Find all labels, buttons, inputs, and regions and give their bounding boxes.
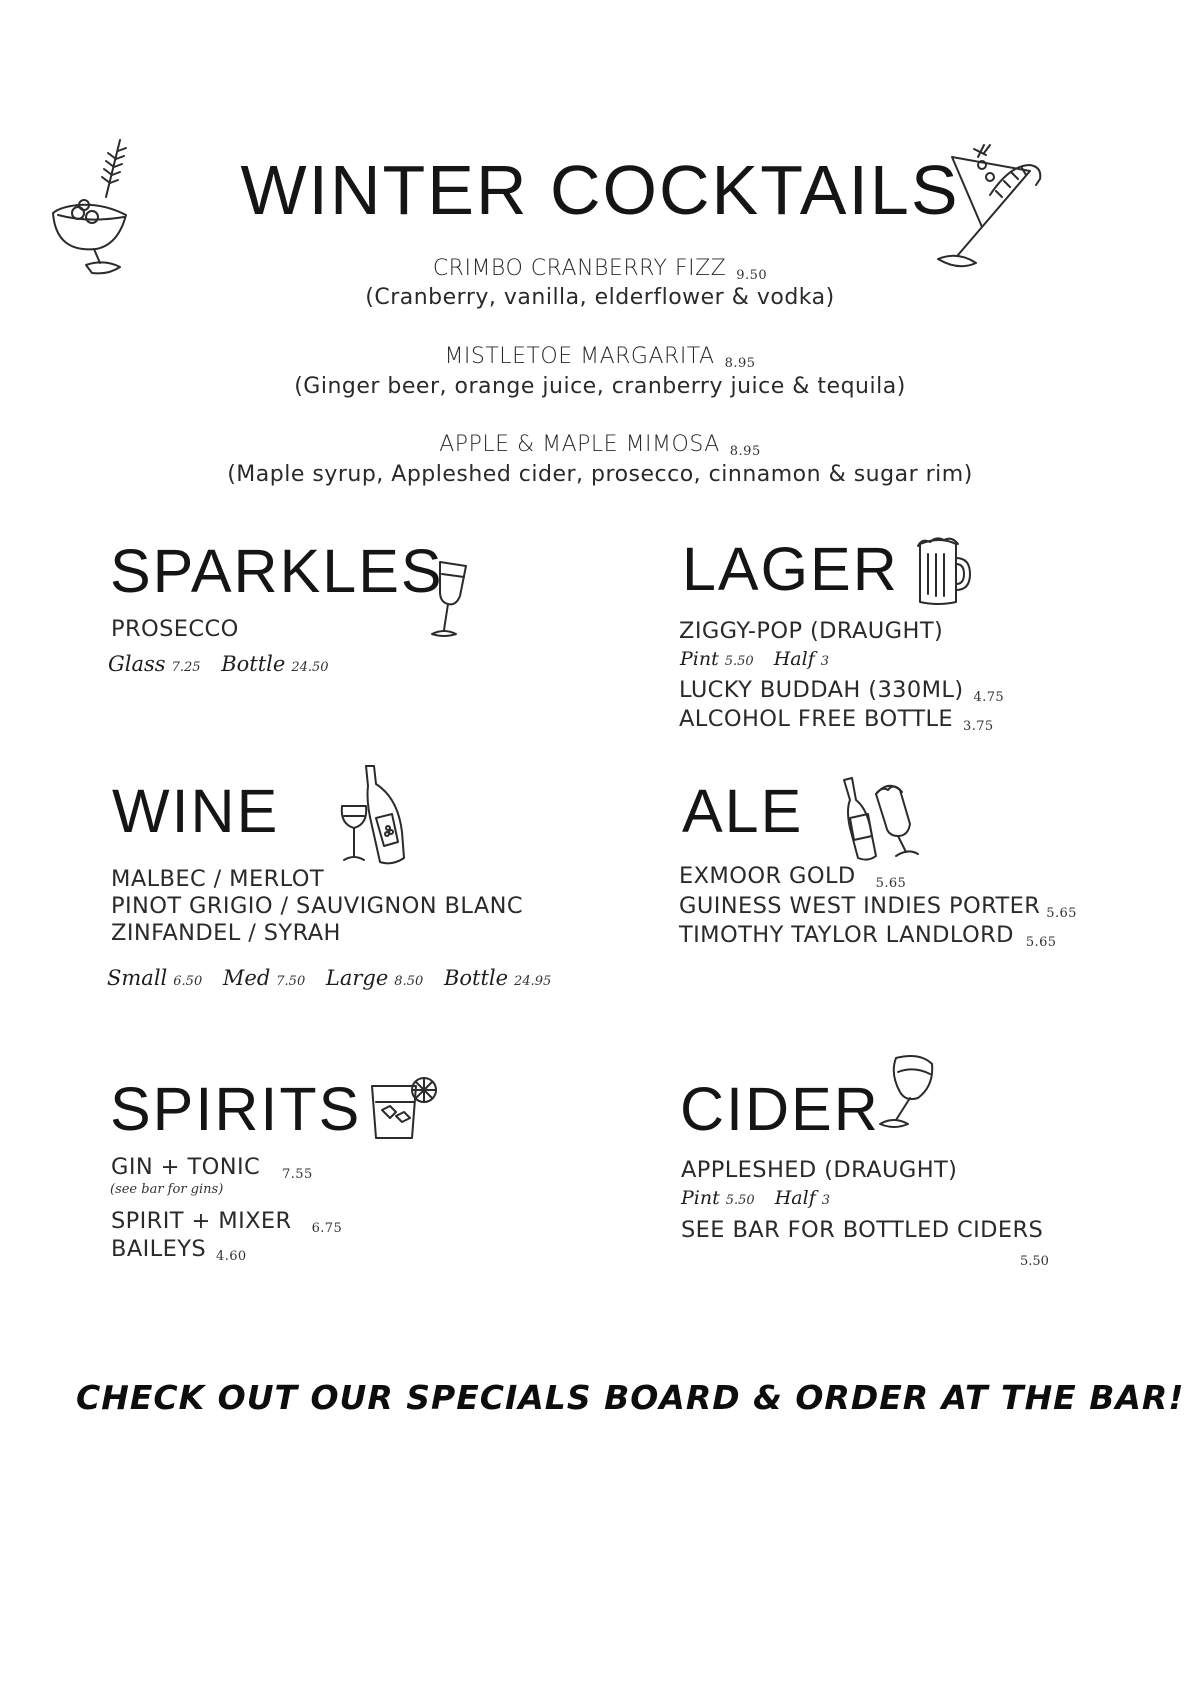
cider-heading: CIDER	[680, 1075, 880, 1143]
gin-price: 7.55	[282, 1167, 313, 1182]
cider-bottled-price: 5.50	[1020, 1254, 1049, 1269]
cocktail-1	[0, 256, 1200, 281]
lager-item-1-price: 4.75	[973, 690, 1005, 705]
ale-item-2	[679, 893, 1077, 919]
cider-draught: APPLESHED (DRAUGHT)	[681, 1157, 958, 1183]
lager-item-2	[679, 706, 994, 732]
med-label: Med	[222, 966, 271, 990]
cider-half-label: Half	[774, 1187, 816, 1209]
wine-heading: WINE	[112, 777, 280, 845]
wine-bottle-label: Bottle	[443, 966, 509, 990]
pint-price: 5.50	[724, 654, 754, 669]
bottle-label: Bottle	[221, 652, 286, 676]
cider-bottled: SEE BAR FOR BOTTLED CIDERS	[681, 1217, 1044, 1243]
wine-item-2: PINOT GRIGIO / SAUVIGNON BLANC	[111, 893, 523, 919]
baileys-price: 4.60	[216, 1249, 247, 1264]
half-price: 3	[820, 654, 830, 669]
mixer-price: 6.75	[311, 1221, 343, 1236]
cider-half-price: 3	[821, 1193, 831, 1208]
large-label: Large	[325, 966, 389, 990]
glass-label: Glass	[108, 652, 166, 676]
ale-item-2-price: 5.65	[1046, 906, 1077, 921]
cocktail-2-desc: (Ginger beer, orange juice, cranberry juice & tequila)	[294, 374, 906, 399]
ale-item-3-price: 5.65	[1025, 935, 1057, 950]
cocktail-2-name: MISTLETOE MARGARITA	[444, 344, 715, 369]
ale-item-2-name: GUINESS WEST INDIES PORTER	[679, 893, 1041, 919]
lager-heading: LAGER	[682, 535, 899, 603]
wine-bottle-price: 24.95	[514, 974, 552, 989]
wine-bottle-glass-icon	[336, 762, 412, 870]
page-title: WINTER COCKTAILS	[240, 151, 960, 229]
small-price: 6.50	[173, 974, 203, 989]
ale-item-1-price: 5.65	[875, 876, 907, 891]
med-price: 7.50	[276, 974, 306, 989]
beer-mug-icon	[912, 536, 974, 608]
wine-item-1: MALBEC / MERLOT	[111, 866, 325, 892]
cocktail-2-price: 8.95	[724, 356, 756, 371]
cider-pint-label: Pint	[681, 1187, 720, 1209]
cocktail-3-price: 8.95	[729, 444, 761, 459]
spirits-mixer	[111, 1208, 342, 1234]
lager-item-1-name: LUCKY BUDDAH (330ML)	[679, 677, 964, 703]
half-label: Half	[773, 648, 815, 670]
beer-bottle-glass-icon	[836, 770, 922, 866]
cocktail-3-desc: (Maple syrup, Appleshed cider, prosecco, cinnamon & sugar rim)	[227, 462, 973, 487]
ale-item-1	[679, 863, 906, 889]
large-price: 8.50	[394, 974, 424, 989]
gin-name: GIN + TONIC	[111, 1154, 261, 1180]
sparkles-prices	[108, 652, 343, 676]
ale-heading: ALE	[682, 777, 804, 845]
lager-item-2-name: ALCOHOL FREE BOTTLE	[679, 706, 954, 732]
cocktail-1-price: 9.50	[736, 268, 768, 283]
cocktail-3-name: APPLE & MAPLE MIMOSA	[439, 432, 720, 457]
baileys-name: BAILEYS	[111, 1236, 207, 1262]
pint-label: Pint	[680, 648, 719, 670]
cider-pint-price: 5.50	[725, 1193, 755, 1208]
wine-prices	[107, 966, 565, 990]
lager-item-1	[679, 677, 1004, 703]
cocktail-1-name: CRIMBO CRANBERRY FIZZ	[432, 256, 727, 281]
wine-item-3: ZINFANDEL / SYRAH	[111, 920, 341, 946]
ale-item-1-name: EXMOOR GOLD	[679, 863, 856, 889]
lager-item-2-price: 3.75	[963, 719, 994, 734]
cocktail-1-desc: (Cranberry, vanilla, elderflower & vodka)	[365, 285, 835, 310]
cider-pint-half	[681, 1187, 844, 1209]
spirits-heading: SPIRITS	[110, 1075, 362, 1143]
cocktail-3	[0, 432, 1200, 457]
champagne-flute-icon	[422, 556, 472, 641]
spirits-baileys	[111, 1236, 247, 1262]
sparkles-item: PROSECCO	[111, 616, 239, 642]
whisky-tumbler-icon	[368, 1076, 440, 1144]
ale-item-3	[679, 922, 1056, 948]
mixer-name: SPIRIT + MIXER	[111, 1208, 292, 1234]
sparkles-heading: SPARKLES	[110, 537, 444, 605]
lager-pint-half	[680, 648, 843, 670]
gin-note: (see bar for gins)	[110, 1182, 224, 1197]
lager-draught: ZIGGY-POP (DRAUGHT)	[679, 618, 944, 644]
bottle-price: 24.50	[291, 660, 329, 675]
cocktail-2	[0, 344, 1200, 369]
small-label: Small	[107, 966, 168, 990]
footer-message: CHECK OUT OUR SPECIALS BOARD & ORDER AT THE BAR!	[76, 1378, 1185, 1417]
ale-item-3-name: TIMOTHY TAYLOR LANDLORD	[679, 922, 1014, 948]
glass-price: 7.25	[171, 660, 201, 675]
cider-goblet-icon	[870, 1054, 936, 1134]
spirits-gin	[111, 1154, 313, 1180]
